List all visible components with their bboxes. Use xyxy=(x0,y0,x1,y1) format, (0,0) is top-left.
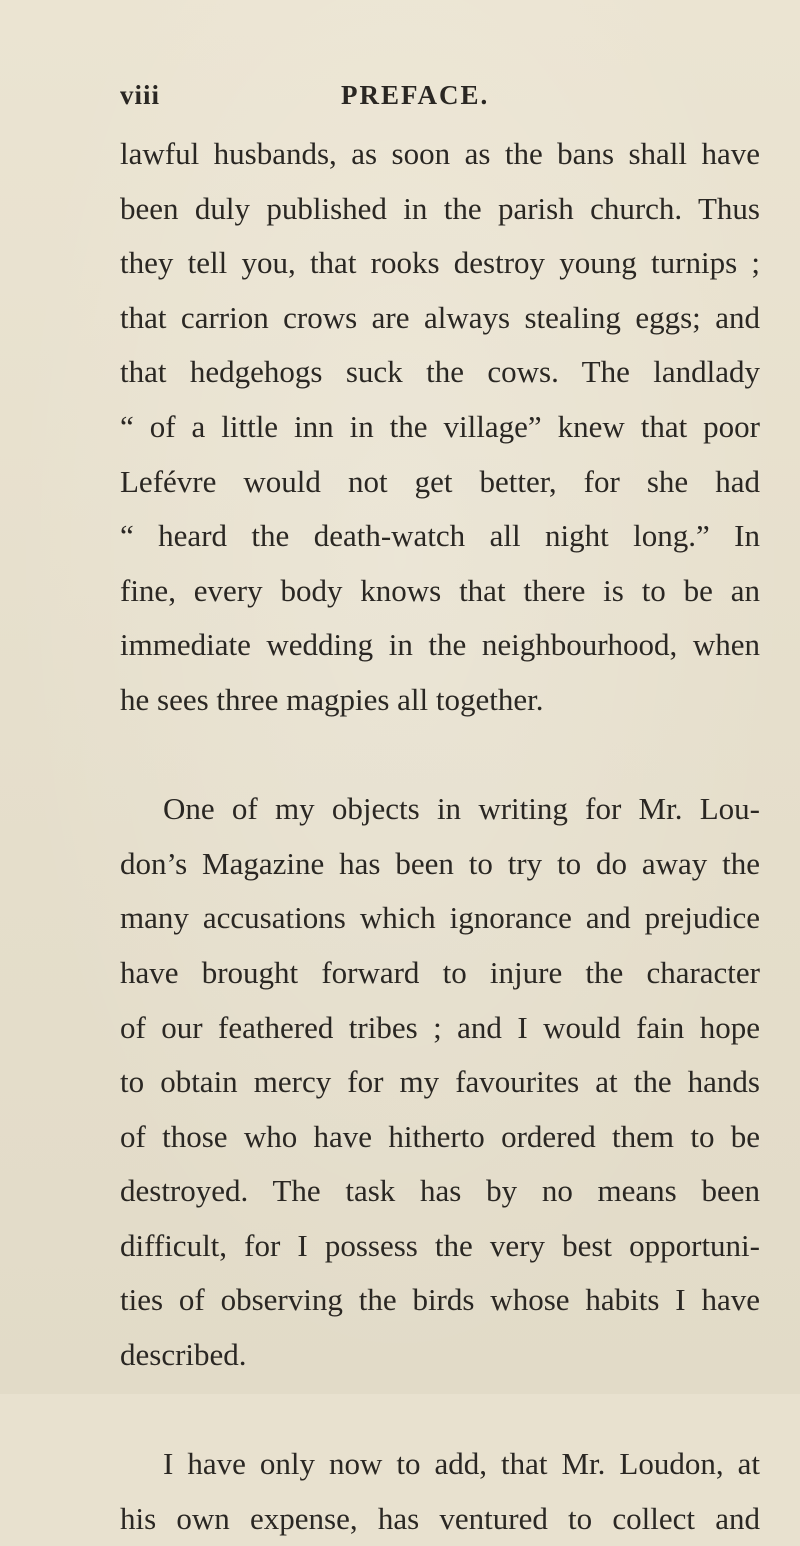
text-line: that hedgehogs suck the cows. The landlady xyxy=(120,354,760,390)
paragraph-gap xyxy=(120,1383,760,1438)
text-line: have brought forward to injure the character xyxy=(120,954,760,990)
text-line: immediate wedding in the neighbourhood, when xyxy=(120,627,760,663)
text-line: I have only now to add, that Mr. Loudon, at xyxy=(163,1446,760,1482)
text-line: difficult, for I possess the very best opportuni- xyxy=(120,1227,760,1263)
text-line: to obtain mercy for my favourites at the hands xyxy=(120,1064,760,1100)
body-text xyxy=(120,127,760,1546)
text-line: ties of observing the birds whose habits I have xyxy=(120,1282,760,1318)
paragraph-3 xyxy=(120,1437,760,1546)
text-line: lawful husbands, as soon as the bans shall have xyxy=(120,136,760,171)
text-line: “ of a little inn in the village” knew that poor xyxy=(120,408,760,444)
text-line: “ heard the death-watch all night long.” In xyxy=(120,518,760,554)
text-line: many accusations which ignorance and prejudice xyxy=(120,900,760,936)
running-head xyxy=(120,80,760,120)
text-line: that carrion crows are always stealing eggs; and xyxy=(120,299,760,335)
text-line: Lefévre would not get better, for she had xyxy=(120,463,760,499)
text-line: fine, every body knows that there is to be an xyxy=(120,572,760,608)
text-line: his own expense, has ventured to collect and xyxy=(120,1500,760,1536)
running-title: PREFACE. xyxy=(341,80,490,110)
text-line: they tell you, that rooks destroy young turnips ; xyxy=(120,245,760,281)
text-line: described. xyxy=(120,1337,247,1373)
page-number: viii xyxy=(120,80,161,110)
paragraph-1 xyxy=(120,127,760,728)
paragraph-gap xyxy=(120,728,760,783)
text-line: don’s Magazine has been to try to do away the xyxy=(120,845,760,881)
text-line: of our feathered tribes ; and I would fain hope xyxy=(120,1009,760,1045)
text-line: destroyed. The task has by no means been xyxy=(120,1173,760,1209)
text-line: of those who have hitherto ordered them to be xyxy=(120,1118,760,1154)
paragraph-2 xyxy=(120,782,760,1383)
text-line: he sees three magpies all together. xyxy=(120,681,544,717)
text-line: been duly published in the parish church. Thus xyxy=(120,190,760,226)
text-line: One of my objects in writing for Mr. Lou- xyxy=(163,791,760,827)
